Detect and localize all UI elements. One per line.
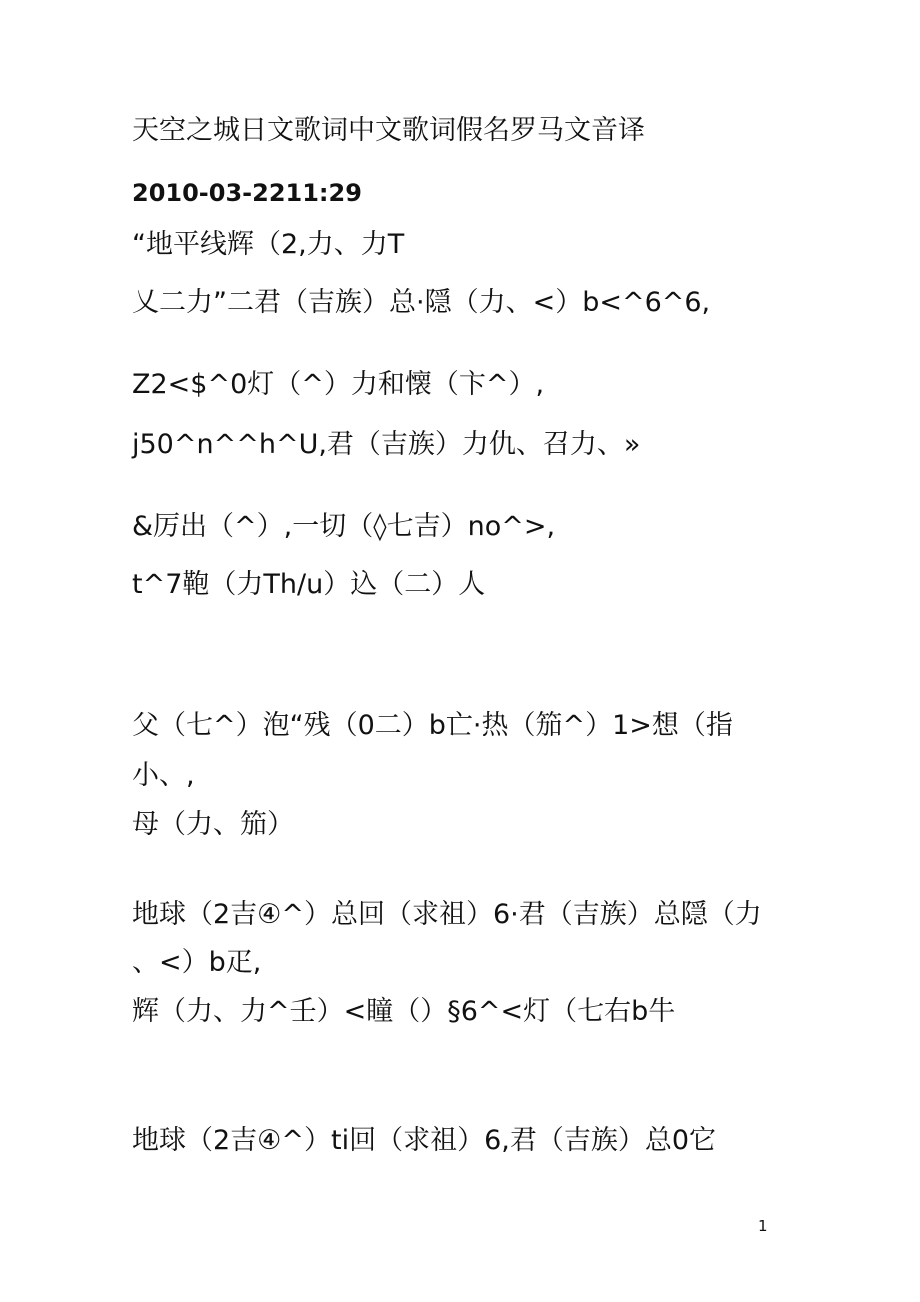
lyric-line-7: 父（七^）泡“残（0二）b亡·热（笳^）1>想（指 [132,710,733,741]
lyric-line-2: 乂二力”二君（吉族）总·隠（力、<）b<^6^6, [132,287,711,318]
lyric-line-4: j50^n^^h^U,君（吉族）力仇、召力、» [132,429,641,460]
document-title: 天空之城日文歌词中文歌词假名罗马文音译 [132,115,645,146]
lyric-line-6: t^7鞄（力Th/u）込（二）人 [132,569,486,600]
lyric-line-8: 小、, [132,760,195,791]
lyric-line-12: 辉（力、力^壬）<瞳（）§6^<灯（七右b牛 [132,996,676,1027]
page-number: 1 [758,1217,768,1235]
lyric-line-1: “地平线辉（2,力、力T [132,229,405,260]
lyric-line-10: 地球（2吉④^）总回（求祖）6·君（吉族）总隠（力 [132,899,762,930]
document-date: 2010-03-2211:29 [132,179,362,207]
lyric-line-11: 、<）b疋, [132,947,262,978]
lyric-line-3: Z2<$^0灯（^）力和懐（卞^）, [132,369,545,400]
lyric-line-5: &厉出（^）,一切（◊七吉）no^>, [132,511,556,542]
lyric-line-9: 母（力、笳） [132,809,294,840]
lyric-line-13: 地球（2吉④^）ti回（求祖）6,君（吉族）总0它 [132,1125,717,1156]
